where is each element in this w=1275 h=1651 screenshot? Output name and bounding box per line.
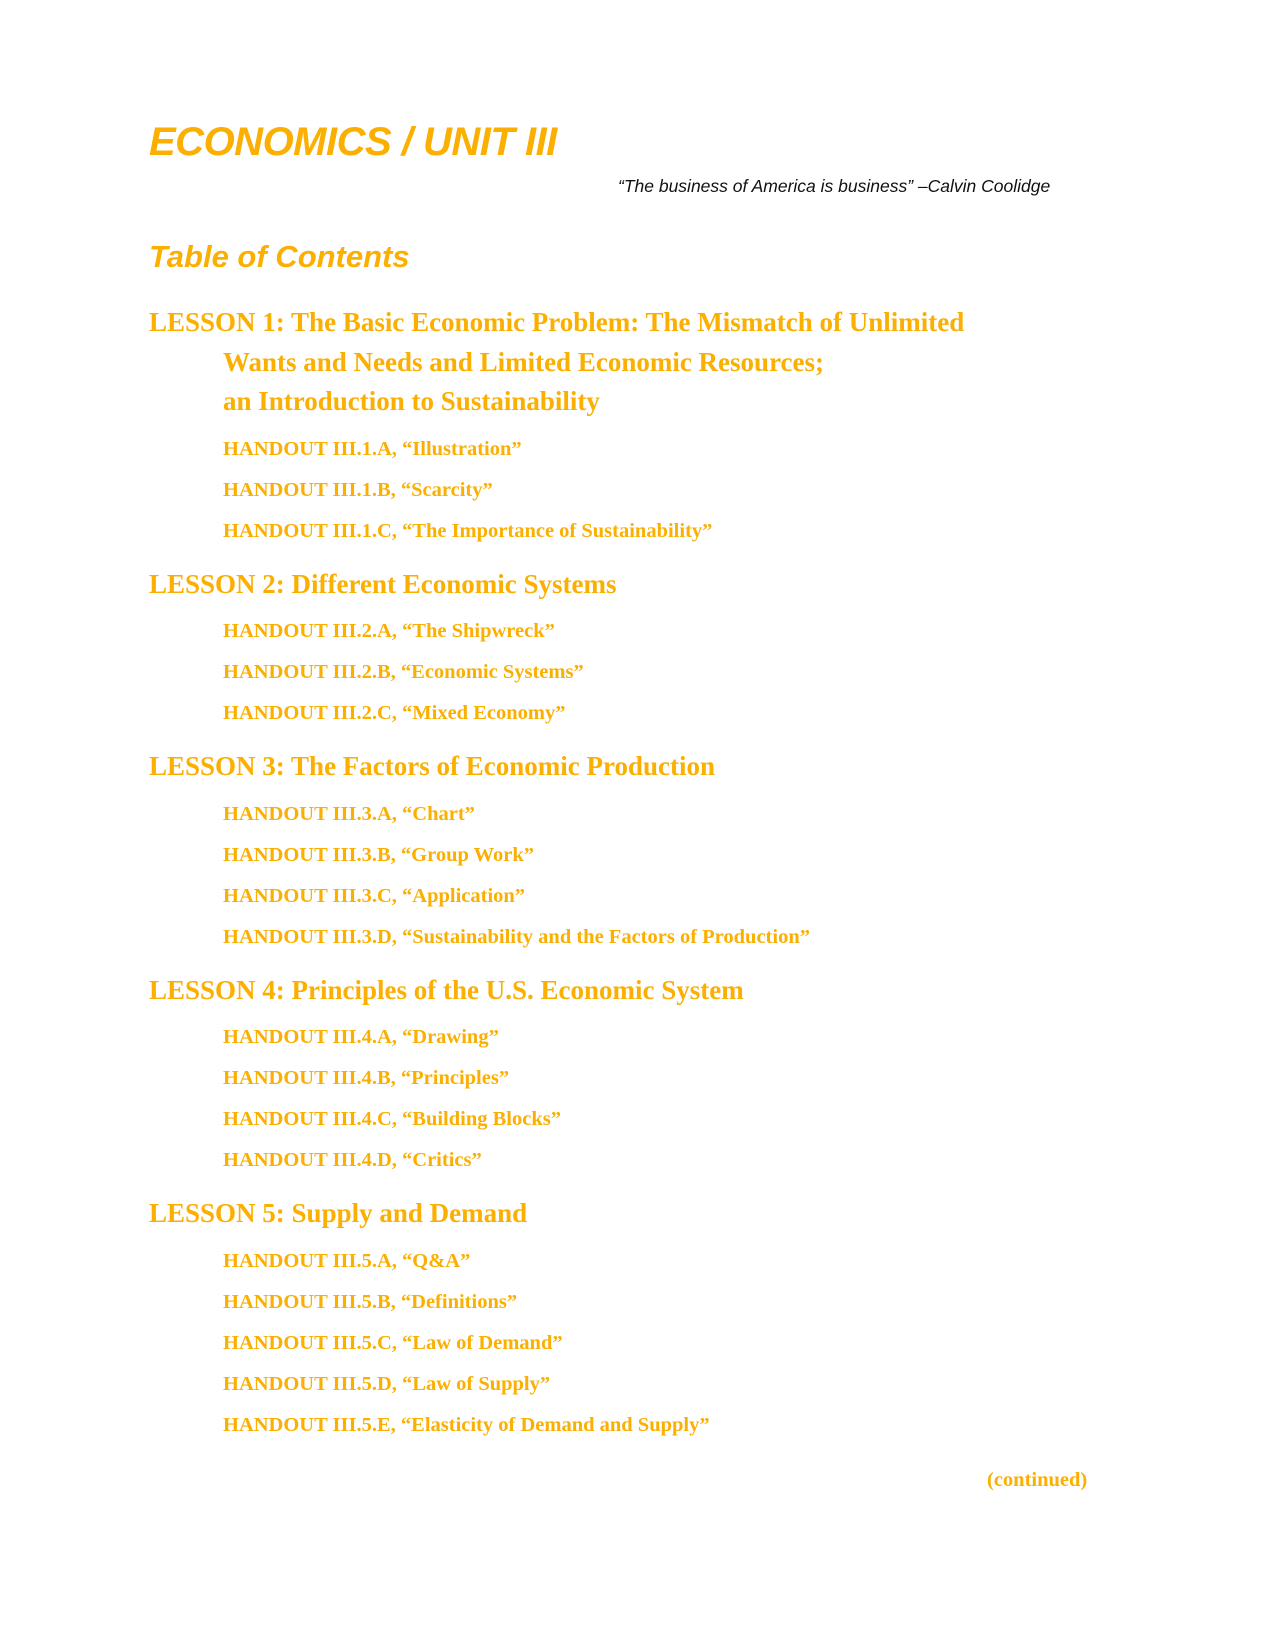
lesson-entry (149, 747, 1149, 958)
handout-item[interactable]: HANDOUT III.1.C, “The Importance of Sustainability” (223, 519, 713, 542)
lesson-heading[interactable]: LESSON 1: The Basic Economic Problem: The Mismatch of Unlimited Wants and Needs and Limited Economic Resources; an Introduction to Sustainability (149, 307, 965, 416)
handout-list (149, 1017, 1149, 1181)
lesson-entry (149, 303, 1149, 552)
handout-item[interactable]: HANDOUT III.4.B, “Principles” (223, 1067, 510, 1089)
lesson-heading[interactable]: LESSON 5: Supply and Demand (149, 1198, 528, 1228)
handout-item[interactable]: HANDOUT III.3.B, “Group Work” (223, 843, 534, 866)
handout-item[interactable]: HANDOUT III.5.C, “Law of Demand” (223, 1331, 563, 1354)
handout-list (149, 611, 1149, 734)
handout-item[interactable]: HANDOUT III.2.B, “Economic Systems” (223, 661, 584, 683)
lesson-heading[interactable]: LESSON 4: Principles of the U.S. Economic System (149, 974, 744, 1005)
handout-item[interactable]: HANDOUT III.1.B, “Scarcity” (223, 478, 493, 501)
handout-item[interactable]: HANDOUT III.1.A, “Illustration” (223, 437, 522, 460)
handout-item[interactable]: HANDOUT III.5.E, “Elasticity of Demand and Supply” (223, 1413, 710, 1436)
table-of-contents-title: Table of Contents (149, 239, 410, 274)
handout-item[interactable]: HANDOUT III.3.D, “Sustainability and the Factors of Production” (223, 925, 810, 948)
lesson-entry (149, 565, 1149, 735)
lesson-entry (149, 971, 1149, 1182)
handout-item[interactable]: HANDOUT III.5.A, “Q&A” (223, 1249, 471, 1272)
handout-item[interactable]: HANDOUT III.2.C, “Mixed Economy” (223, 702, 566, 724)
lesson-heading[interactable]: LESSON 3: The Factors of Economic Production (149, 751, 716, 781)
handout-item[interactable]: HANDOUT III.5.D, “Law of Supply” (223, 1372, 551, 1395)
handout-item[interactable]: HANDOUT III.2.A, “The Shipwreck” (223, 620, 555, 642)
handout-item[interactable]: HANDOUT III.4.A, “Drawing” (223, 1026, 499, 1048)
lesson-entry (149, 1194, 1149, 1446)
unit-title: ECONOMICS / UNIT III (149, 120, 557, 164)
continued-label: (continued) (987, 1469, 1088, 1491)
handout-item[interactable]: HANDOUT III.3.A, “Chart” (223, 802, 475, 825)
table-of-contents (149, 303, 1149, 1446)
handout-item[interactable]: HANDOUT III.4.D, “Critics” (223, 1149, 482, 1171)
handout-item[interactable]: HANDOUT III.5.B, “Definitions” (223, 1290, 518, 1313)
handout-list (149, 429, 1149, 552)
handout-item[interactable]: HANDOUT III.4.C, “Building Blocks” (223, 1108, 561, 1130)
handout-item[interactable]: HANDOUT III.3.C, “Application” (223, 884, 526, 907)
lesson-heading[interactable]: LESSON 2: Different Economic Systems (149, 568, 617, 599)
handout-list (149, 794, 1149, 958)
epigraph-quote: “The business of America is business” –Calvin Coolidge (618, 176, 1051, 196)
handout-list (149, 1241, 1149, 1446)
